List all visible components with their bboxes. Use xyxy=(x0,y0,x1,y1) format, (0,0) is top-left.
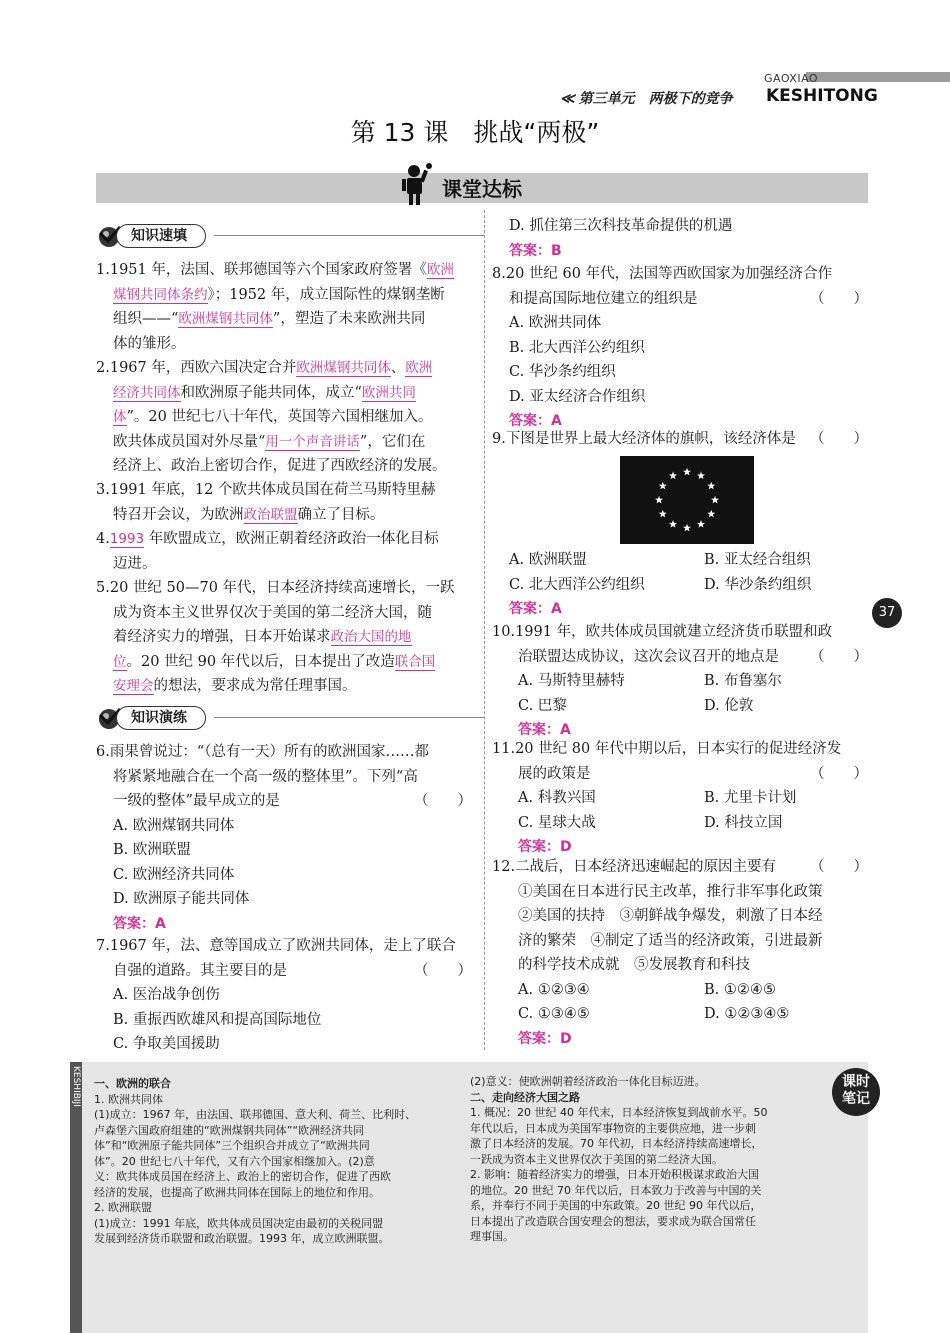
option: D. 抓住第三次科技革命提供的机遇 xyxy=(509,218,733,234)
option: D. 伦敦 xyxy=(704,697,754,714)
answer-blank: 煤钢共同体条约 xyxy=(113,286,208,303)
option: C. 星球大战 xyxy=(518,814,596,831)
flag-star xyxy=(683,524,691,532)
question-11: 11.20 世纪 80 年代中期以后，日本实行的促进经济发 展的政策是 （ ） A. 科教兴国 B. 尤里卡计划 C. 星球大战 D. 科技立国 答案：D xyxy=(492,737,868,860)
notes-line: 的地位。20 世纪 70 年代以后，日本致力于改善与中国的关 xyxy=(470,1183,762,1197)
flag-star xyxy=(707,510,715,518)
option: D. ①②③④⑤ xyxy=(704,1006,790,1022)
notes-line: 系，并奉行不同于美国的中东政策。20 世纪 90 年代以后， xyxy=(470,1199,762,1212)
answer-blank: 联合国 xyxy=(394,653,436,670)
answer-blank: 经济共同体 xyxy=(113,384,181,401)
option: A. 欧洲联盟 xyxy=(509,552,587,568)
answer-blank: 体 xyxy=(113,409,127,425)
fill-question-1: 1.1951 年，法国、联邦德国等六个国家政府签署《欧洲 煤钢共同体条约》；1952 年，成立国际性的煤钢垄断 组织——“欧洲煤钢共同体”，塑造了未来欧洲共同 体的雏形。 xyxy=(96,262,454,352)
fill-question-4: 4.1993 年欧盟成立，欧洲正朝着经济政治一体化目标 迈进。 xyxy=(96,531,439,572)
answer-blank: 欧洲共同 xyxy=(361,384,416,401)
unit-header xyxy=(560,88,733,108)
notes-left-column xyxy=(94,1076,466,1247)
notes-line: 卢森堡六国政府组建的“欧洲煤钢共同体”“欧洲经济共同 xyxy=(94,1123,365,1137)
unit-label: 第三单元 两极下的竞争 xyxy=(578,91,733,107)
notes-line: 2. 影响：随着经济实力的增强，日本开始积极谋求政治大国 xyxy=(470,1168,759,1181)
flag-star xyxy=(707,482,715,490)
option: A. 医治战争创伤 xyxy=(113,987,220,1003)
notes-badge: 课时 笔记 xyxy=(832,1068,880,1116)
option: C. 巴黎 xyxy=(518,697,567,714)
notes-line: 二、走向经济大国之路 xyxy=(470,1090,580,1104)
question-9-options xyxy=(492,548,868,622)
answer: 答案：A xyxy=(518,722,571,738)
option: A. 欧洲煤钢共同体 xyxy=(113,817,235,834)
answer-blank: 欧洲 xyxy=(426,262,454,278)
section-rule xyxy=(214,235,484,236)
flag-star xyxy=(683,468,691,476)
question-6: 6.雨果曾说过：“（总有一天）所有的欧洲国家……都 将紧紧地融合在一个高一级的整体里”。下列“高 一级的整体”最早成立的是 （ ） A. 欧洲煤钢共同体 B. 欧洲联盟 C. 欧洲经济共同体 D. 欧洲原子能共同体 答案：A xyxy=(96,740,472,936)
brand-top: GAOXIAO xyxy=(764,72,819,85)
answer-blank: 安理会 xyxy=(113,678,154,694)
flag-star xyxy=(669,472,677,480)
answer-blank: 1993 xyxy=(109,531,145,547)
answer: 答案：A xyxy=(113,915,166,932)
option: B. ①②④⑤ xyxy=(704,981,776,998)
notes-line: 年代以后，日本成为美国军事物资的主要供应地，进一步刺 xyxy=(470,1121,756,1135)
section-label: 知识演练 xyxy=(116,706,206,730)
class-notes xyxy=(82,1062,868,1333)
brand-bar xyxy=(806,72,950,82)
flag-star xyxy=(697,520,705,528)
question-12: 12.二战后，日本经济迅速崛起的原因主要有 （ ） ①美国在日本进行民主改革，推行非军事化政策 ②美国的扶持 ③朝鲜战争爆发，刺激了日本经 济的繁荣 ④制定了适当的经济政策，引进最新 的科学技术成就 ⑤发展教育和科技 A. ①②③④ B. ①②④⑤ C. ①③④⑤ D. ①②③④⑤ 答案：D xyxy=(492,855,868,1051)
question-8: 8.20 世纪 60 年代，法国等西欧国家为加强经济合作 和提高国际地位建立的组织是 （ ） A. 欧洲共同体 B. 北大西洋公约组织 C. 华沙条约组织 D. 亚太经济合作组织 答案：A xyxy=(492,262,868,434)
question-7-continued xyxy=(508,214,868,263)
notes-line: 理事国。 xyxy=(470,1230,514,1243)
page-number: 37 xyxy=(872,598,902,628)
answer-blank: 欧洲 xyxy=(405,360,433,376)
flag-star xyxy=(659,510,667,518)
flag-star xyxy=(669,520,677,528)
eu-flag-image xyxy=(620,456,754,544)
notes-line: (1)成立：1991 年底，欧共体成员国决定由最初的关税同盟 xyxy=(94,1216,384,1230)
answer: 答案：D xyxy=(518,839,572,855)
question-10: 10.1991 年，欧共体成员国就建立经济货币联盟和政 治联盟达成协议，这次会议召开的地点是 （ ） A. 马斯特里赫特 B. 布鲁塞尔 C. 巴黎 D. 伦敦 答案：A xyxy=(492,620,868,743)
lesson-title: 第 13 课 挑战“两极” xyxy=(350,118,600,147)
option: A. 马斯特里赫特 xyxy=(518,673,625,689)
student-raising-hand-icon xyxy=(400,162,434,206)
notes-line: 体”和“欧洲原子能共同体”三个组织合并成立了“欧洲共同 xyxy=(94,1139,370,1152)
option: D. 科技立国 xyxy=(704,814,783,831)
notes-line: 义：欧共体成员国在经济上、政治上的密切合作，促进了西欧 xyxy=(94,1170,391,1183)
brand-logo: KESHITONG xyxy=(766,86,878,106)
option: C. 北大西洋公约组织 xyxy=(509,576,645,593)
option: C. 欧洲经济共同体 xyxy=(113,866,235,883)
fill-question-2: 2.1967 年，西欧六国决定合并欧洲煤钢共同体、欧洲 经济共同体和欧洲原子能共同体，成立“欧洲共同 体”。20 世纪七八十年代，英国等六国相继加入。 欧共体成员国对外尽量“用一个声音讲话”，它们在 经济上、政治上密切合作，促进了西欧经济的发展。 xyxy=(96,360,447,474)
notes-line: 1. 欧洲共同体 xyxy=(94,1092,163,1106)
option: D. 亚太经济合作组织 xyxy=(509,388,646,405)
flag-star xyxy=(711,496,719,504)
notes-side-label: KESHIBIJI xyxy=(71,1066,81,1107)
answer-blank: 位 xyxy=(113,653,127,670)
option: B. 欧洲联盟 xyxy=(113,842,191,858)
option: A. 欧洲共同体 xyxy=(509,315,602,331)
notes-line: 2. 欧洲联盟 xyxy=(94,1201,152,1214)
banner-title: 课堂达标 xyxy=(442,177,522,201)
answer-blank: 政治大国的地 xyxy=(330,629,412,645)
question-7: 7.1967 年，法、意等国成立了欧洲共同体，走上了联合 自强的道路。其主要目的是 （ ） A. 医治战争创伤 B. 重振西欧雄风和提高国际地位 C. 争取美国援助 xyxy=(96,934,472,1057)
notes-line: 1. 概况：20 世纪 40 年代末，日本经济恢复到战前水平。50 xyxy=(470,1106,768,1119)
option: B. 亚太经合组织 xyxy=(704,552,811,568)
option: A. ①②③④ xyxy=(518,981,590,998)
question-9: 9.下图是世界上最大经济体的旗帜，该经济体是 （ ） xyxy=(492,431,868,447)
notes-line: 经济的发展，也提高了欧洲共同体在国际上的地位和作用。 xyxy=(94,1185,380,1199)
fill-question-3: 3.1991 年底，12 个欧共体成员国在荷兰马斯特里赫 特召开会议，为欧洲政治联盟确立了目标。 xyxy=(96,482,436,523)
option: D. 华沙条约组织 xyxy=(704,576,812,593)
option: B. 布鲁塞尔 xyxy=(704,673,782,689)
fill-question-5: 5.20 世纪 50—70 年代，日本经济持续高速增长，一跃 成为资本主义世界仅次于美国的第二经济大国，随 着经济实力的增强，日本开始谋求政治大国的地 位。20 世纪 90 年代以后，日本提出了改造联合国 安理会的想法，要求成为常任理事国。 xyxy=(96,580,455,694)
notes-right-column xyxy=(470,1074,830,1245)
option: B. 北大西洋公约组织 xyxy=(509,339,645,356)
section-label: 知识速填 xyxy=(116,224,206,248)
option: B. 尤里卡计划 xyxy=(704,790,797,806)
notes-line: 体”。20 世纪七八十年代，又有六个国家相继加入。(2)意 xyxy=(94,1154,375,1168)
flag-star xyxy=(659,482,667,490)
notes-line: 激了日本经济的发展。70 年代初，日本经济持续高速增长， xyxy=(470,1137,763,1150)
section-tag-fill xyxy=(96,223,476,249)
notes-line: 日本提出了改造联合国安理会的想法，要求成为联合国常任 xyxy=(470,1214,756,1228)
answer-blank: 欧洲煤钢共同体 xyxy=(178,311,273,327)
option: C. 争取美国援助 xyxy=(113,1036,220,1052)
column-divider xyxy=(484,210,485,1050)
option: C. 华沙条约组织 xyxy=(509,364,616,380)
option: B. 重振西欧雄风和提高国际地位 xyxy=(113,1011,322,1028)
answer: 答案：D xyxy=(518,1030,572,1047)
notes-line: (1)成立：1967 年，由法国、联邦德国、意大利、荷兰、比利时、 xyxy=(94,1108,417,1121)
answer-blank: 用一个声音讲话 xyxy=(265,433,360,450)
option: A. 科教兴国 xyxy=(518,790,596,806)
option: C. ①③④⑤ xyxy=(518,1006,590,1022)
notes-line: 一跃成为资本主义世界仅次于美国的第二经济大国。 xyxy=(470,1152,723,1166)
section-tag-practice xyxy=(96,705,476,731)
notes-line: (2)意义：使欧洲朝着经济政治一体化目标迈进。 xyxy=(470,1075,706,1088)
notes-line: 一、欧洲的联合 xyxy=(94,1077,171,1090)
answer: 答案：A xyxy=(509,601,562,617)
answer-blank: 欧洲煤钢共同体 xyxy=(296,360,391,376)
chevron-icon: ≪ xyxy=(560,91,575,107)
answer: 答案：A xyxy=(509,413,562,429)
answer: 答案：B xyxy=(509,242,562,259)
flag-star xyxy=(655,496,663,504)
section-rule xyxy=(214,717,484,718)
answer-blank: 政治联盟 xyxy=(243,506,298,523)
notes-line: 发展到经济货币联盟和政治联盟。1993 年，成立欧洲联盟。 xyxy=(94,1232,390,1245)
flag-star xyxy=(697,472,705,480)
option: D. 欧洲原子能共同体 xyxy=(113,891,250,907)
